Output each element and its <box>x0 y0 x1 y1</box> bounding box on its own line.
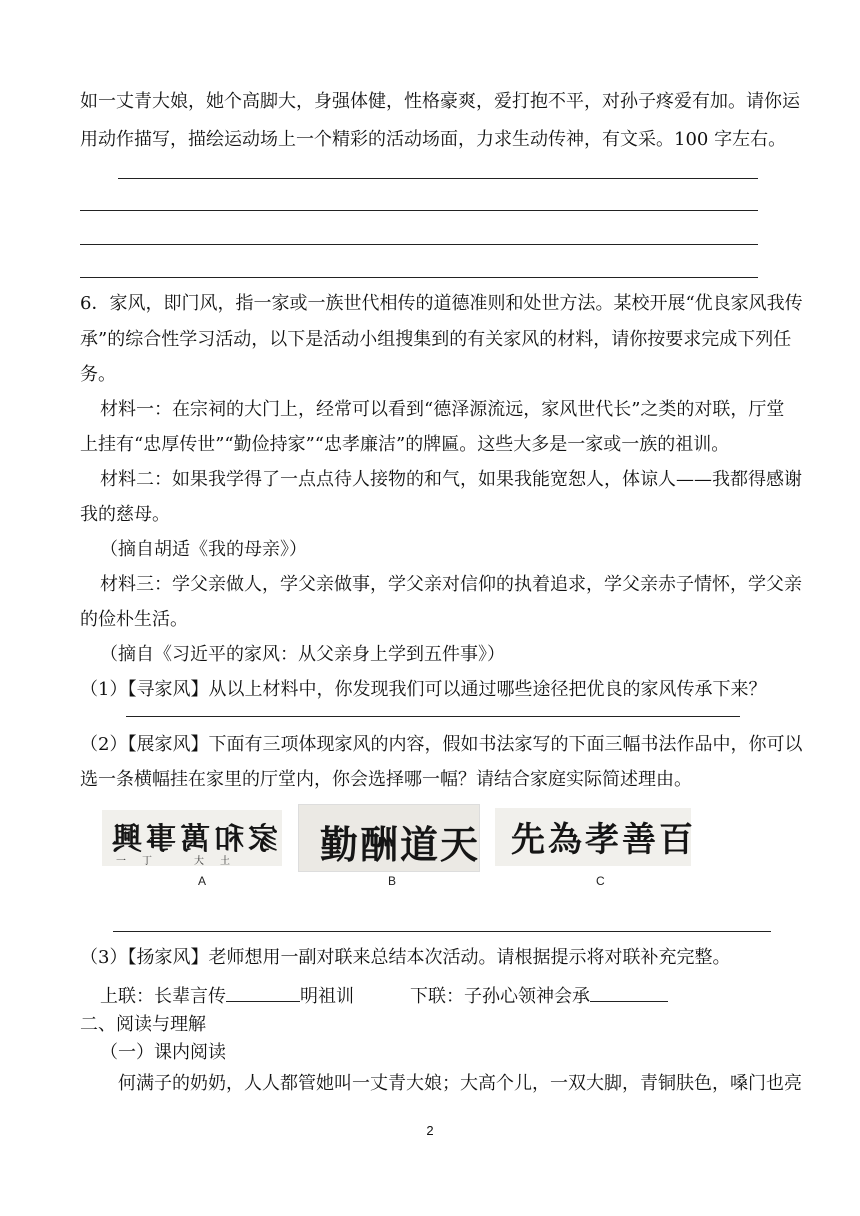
calligraphy-b-text: 天道酬勤 <box>320 822 481 867</box>
calligraphy-c <box>495 800 695 890</box>
calligraphy-b-caption: B <box>388 874 397 888</box>
couplet-upper-blank[interactable] <box>226 983 300 1002</box>
subquestion-2-line-1: （2）【展家风】下面有三项体现家风的内容，假如书法家写的下面三幅书法作品中，你可以 <box>80 734 803 755</box>
calligraphy-c-caption: C <box>596 874 605 888</box>
subquestion-2-line-2: 选一条横幅挂在家里的厅堂内，你会选择哪一幅？请结合家庭实际简述理由。 <box>80 769 692 790</box>
q6-line-3: 务。 <box>80 364 116 385</box>
couplet-lower-prefix: 下联：子孙心领神会承 <box>410 986 590 1007</box>
material-2-line-2: 我的慈母。 <box>80 504 170 525</box>
couplet-upper-prefix: 上联：长辈言传 <box>100 986 226 1007</box>
answer-line[interactable] <box>126 716 740 717</box>
material-1-line-1: 材料一：在宗祠的大门上，经常可以看到“德泽源流远，家风世代长”之类的对联，厅堂 <box>100 399 785 420</box>
answer-line[interactable] <box>118 178 758 179</box>
section-2-title: 二、阅读与理解 <box>80 1014 206 1035</box>
subquestion-1: （1）【寻家风】从以上材料中，你发现我们可以通过哪些途径把优良的家风传承下来？ <box>80 679 767 700</box>
answer-line[interactable] <box>113 931 771 932</box>
material-3-source: （摘自《习近平的家风：从父亲身上学到五件事》） <box>100 644 505 665</box>
q6-line-2: 承”的综合性学习活动，以下是活动小组搜集到的有关家风的材料，请你按要求完成下列任 <box>80 329 792 350</box>
page-number: 2 <box>426 1123 434 1138</box>
calligraphy-a: 家和萬事興 一 丁 大 土 A <box>102 800 292 890</box>
calligraphy-a-caption: A <box>198 874 207 888</box>
material-2-line-1: 材料二：如果我学得了一点点待人接物的和气，如果我能宽恕人，体谅人——我都得感谢 <box>100 469 802 490</box>
couplet-lower-blank[interactable] <box>590 983 668 1002</box>
q5-line-2: 用动作描写，描绘运动场上一个精彩的活动场面，力求生动传神，有文采。100 字左右。 <box>80 129 787 150</box>
calligraphy-b <box>298 800 483 890</box>
calligraphy-c-text: 百善孝為先 <box>511 820 696 860</box>
material-3-line-1: 材料三：学父亲做人，学父亲做事，学父亲对信仰的执着追求，学父亲赤子情怀，学父亲 <box>100 574 802 595</box>
answer-line[interactable] <box>80 210 758 211</box>
calligraphy-a-text: 家和萬事興 <box>108 822 278 857</box>
reading-passage-line-1: 何满子的奶奶，人人都管她叫一丈青大娘；大高个儿，一双大脚，青铜肤色，嗓门也亮 <box>118 1073 802 1094</box>
couplet-upper-suffix: 明祖训 <box>300 986 354 1007</box>
section-2-subtitle: （一）课内阅读 <box>100 1042 226 1063</box>
answer-line[interactable] <box>80 244 758 245</box>
material-1-line-2: 上挂有“忠厚传世”“勤俭持家”“忠孝廉洁”的牌匾。这些大多是一家或一族的祖训。 <box>80 434 730 455</box>
couplet-line <box>100 983 668 1009</box>
answer-line[interactable] <box>80 277 758 278</box>
subquestion-3: （3）【扬家风】老师想用一副对联来总结本次活动。请根据提示将对联补充完整。 <box>80 947 731 968</box>
q5-line-1: 如一丈青大娘，她个高脚大，身强体健，性格豪爽，爱打抱不平，对孙子疼爱有加。请你运 <box>80 91 800 112</box>
q6-line-1: 6．家风，即门风，指一家或一族世代相传的道德准则和处世方法。某校开展“优良家风我传 <box>80 293 803 314</box>
material-2-source: （摘自胡适《我的母亲》） <box>100 539 307 560</box>
material-3-line-2: 的俭朴生活。 <box>80 609 188 630</box>
